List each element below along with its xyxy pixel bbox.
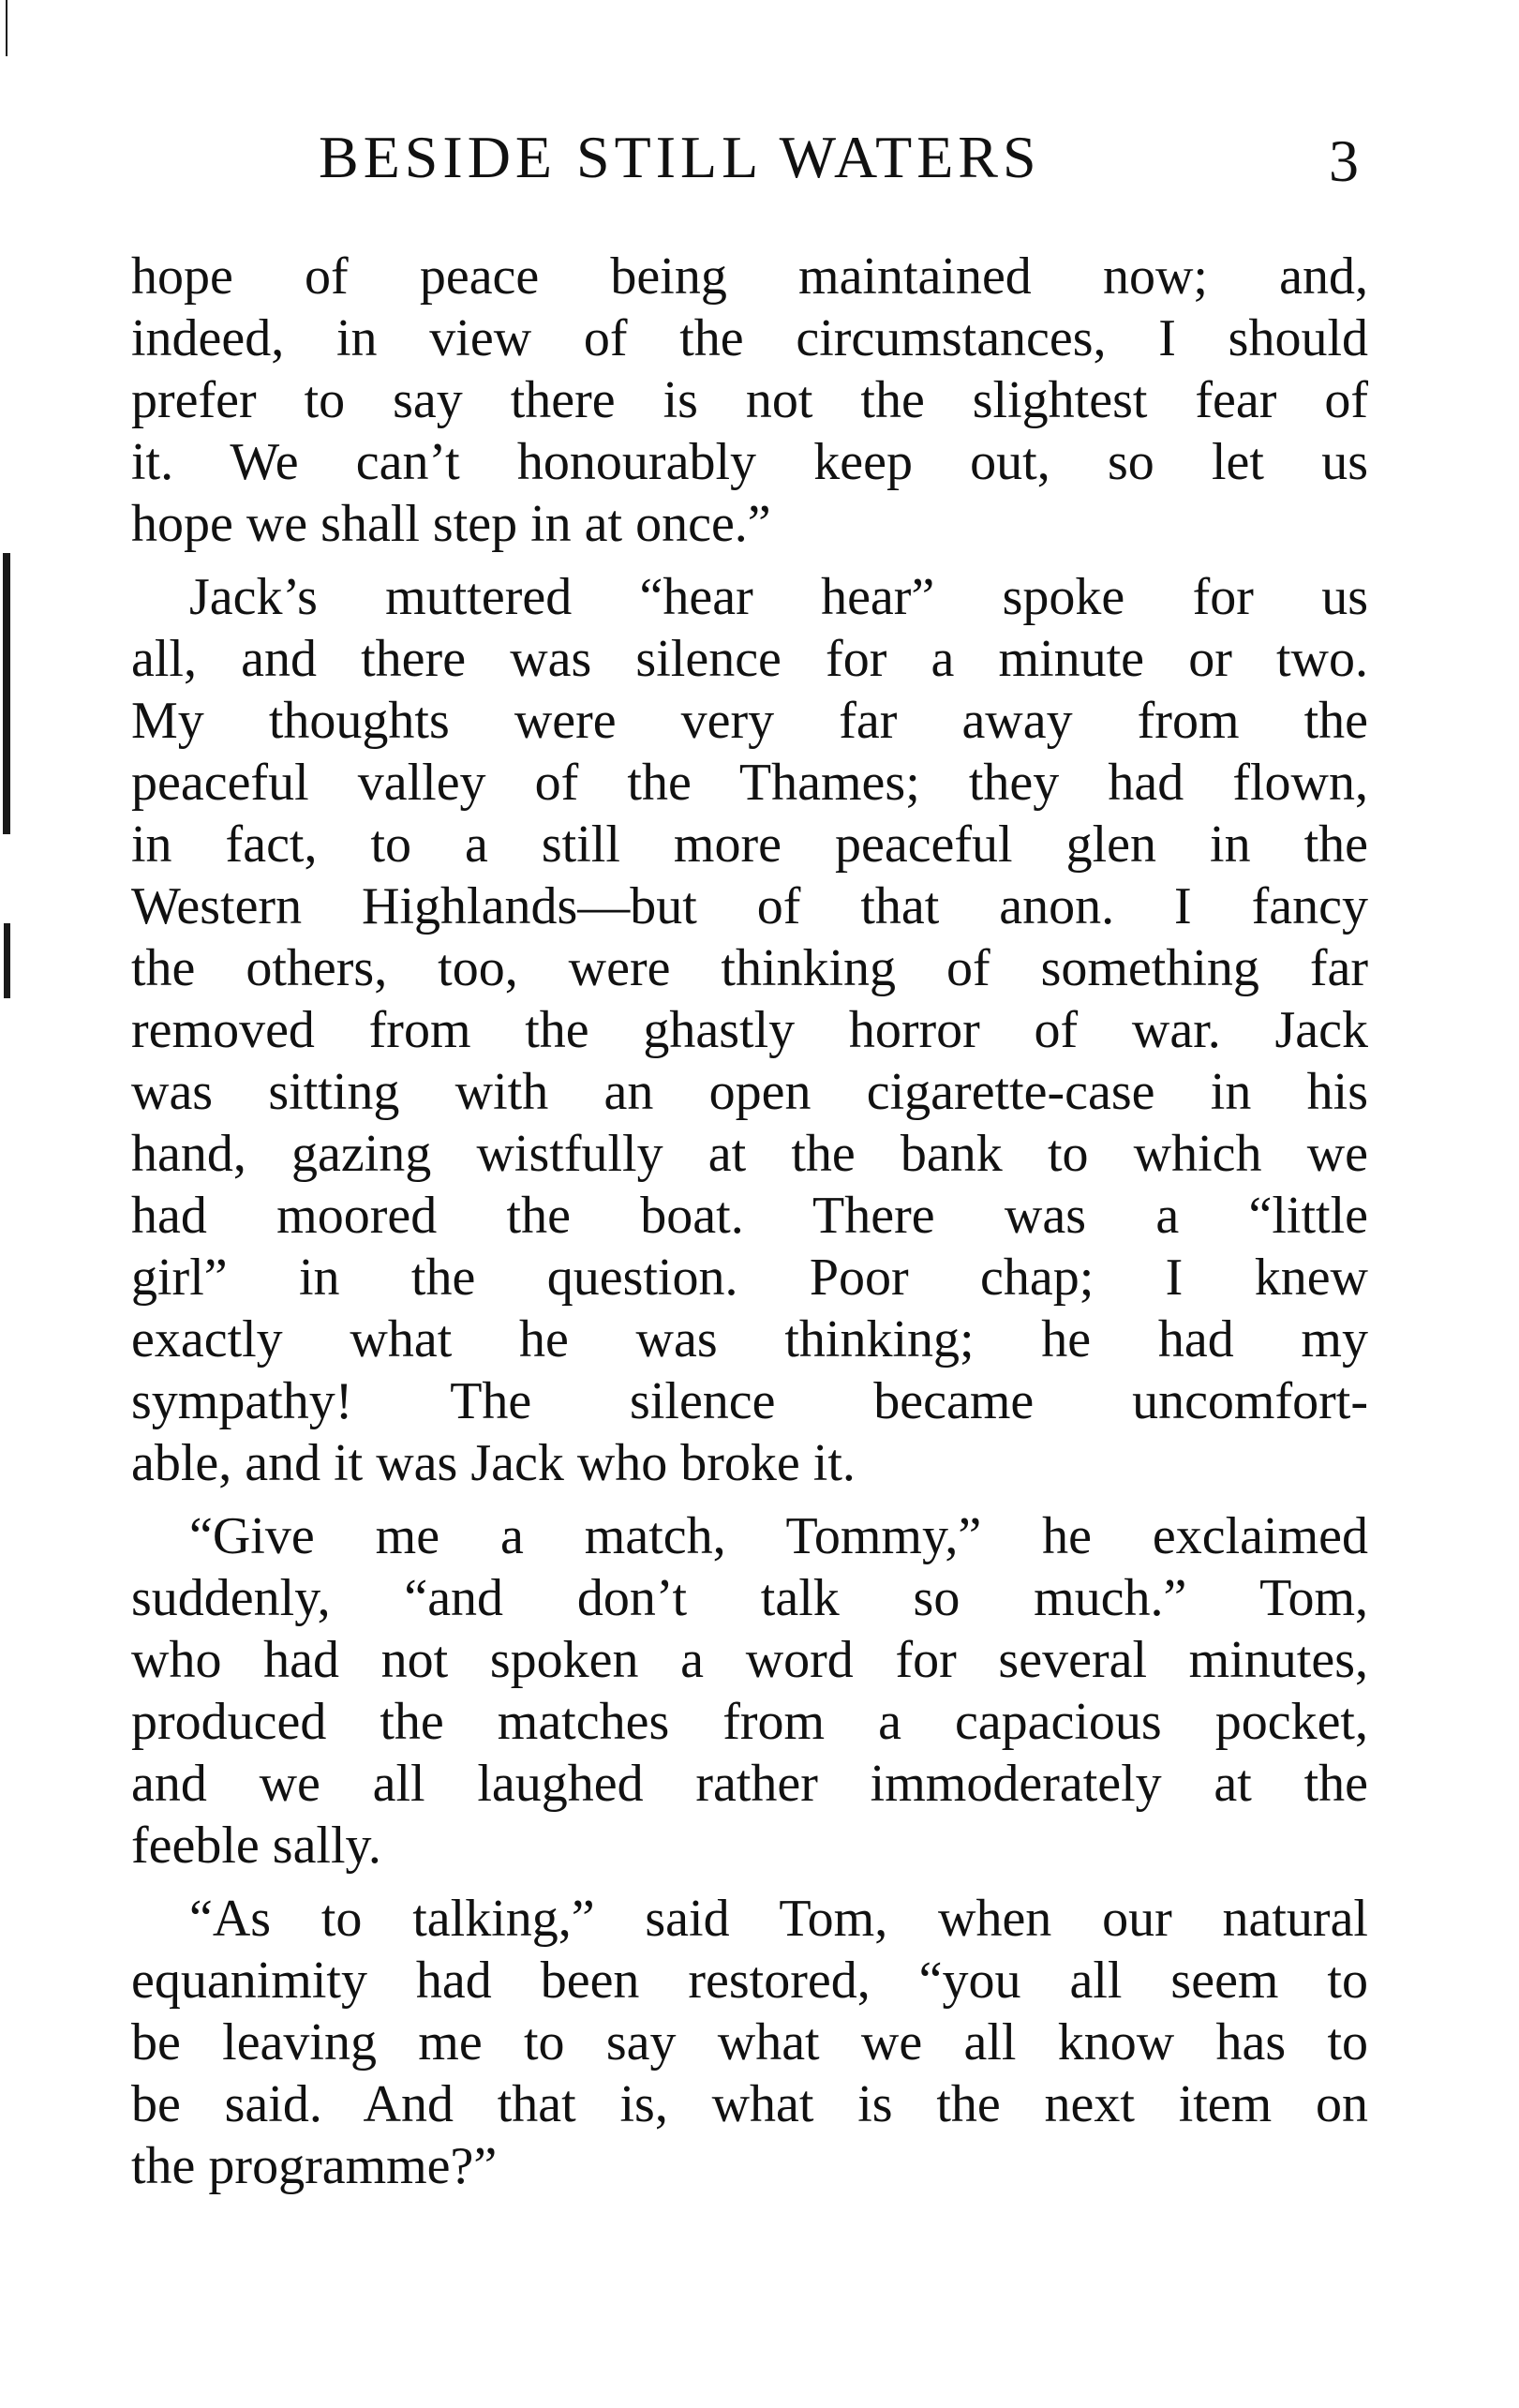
text-line: sympathy! The silence became uncomfort- (131, 1372, 1368, 1430)
running-head (0, 120, 1519, 195)
paragraph (131, 246, 1368, 555)
text-line: girl” in the question. Poor chap; I knew (131, 1249, 1368, 1307)
text-line: able, and it was Jack who broke it. (131, 1434, 856, 1492)
page-edge-mark (6, 0, 7, 56)
text-line: the others, too, were thinking of something far (131, 939, 1368, 997)
text-line: hope of peace being maintained now; and, (131, 247, 1368, 306)
text-line: was sitting with an open cigarette-case in his (131, 1063, 1368, 1121)
text-line: prefer to say there is not the slightest fear of (131, 371, 1368, 429)
text-line: feeble sally. (131, 1817, 381, 1875)
text-line: Western Highlands—but of that anon. I fancy (131, 877, 1368, 935)
text-line: be said. And that is, what is the next item on (131, 2075, 1368, 2133)
text-line: had moored the boat. There was a “little (131, 1187, 1368, 1245)
text-line: be leaving me to say what we all know has to (131, 2013, 1368, 2071)
text-line: equanimity had been restored, “you all seem to (131, 1952, 1368, 2010)
text-line: suddenly, “and don’t talk so much.” Tom, (131, 1569, 1368, 1627)
text-line: and we all laughed rather immoderately at the (131, 1755, 1368, 1813)
paragraph (131, 1888, 1368, 2197)
page-edge-mark (4, 923, 10, 998)
text-line: Jack’s muttered “hear hear” spoke for us (189, 568, 1368, 626)
text-line: indeed, in view of the circumstances, I should (131, 309, 1368, 367)
text-line: produced the matches from a capacious pocket, (131, 1693, 1368, 1751)
text-line: all, and there was silence for a minute or two. (131, 630, 1368, 688)
text-line: who had not spoken a word for several minutes, (131, 1631, 1368, 1689)
text-line: “Give me a match, Tommy,” he exclaimed (189, 1507, 1368, 1565)
running-title: BESIDE STILL WATERS (319, 124, 1041, 190)
text-line: peaceful valley of the Thames; they had flown, (131, 754, 1368, 812)
text-line: “As to talking,” said Tom, when our natural (189, 1890, 1368, 1948)
text-line: the programme?” (131, 2137, 498, 2195)
text-line: removed from the ghastly horror of war. Jack (131, 1001, 1368, 1059)
text-line: it. We can’t honourably keep out, so let us (131, 433, 1368, 491)
text-line: My thoughts were very far away from the (131, 692, 1368, 750)
text-line: hand, gazing wistfully at the bank to which we (131, 1125, 1368, 1183)
paragraph (131, 566, 1368, 1494)
text-line: exactly what he was thinking; he had my (131, 1310, 1368, 1369)
page-edge-mark (3, 553, 10, 834)
page-number: 3 (1329, 127, 1359, 194)
text-line: in fact, to a still more peaceful glen in the (131, 815, 1368, 874)
body-text (131, 246, 1368, 2208)
text-line: hope we shall step in at once.” (131, 495, 771, 553)
paragraph (131, 1505, 1368, 1877)
